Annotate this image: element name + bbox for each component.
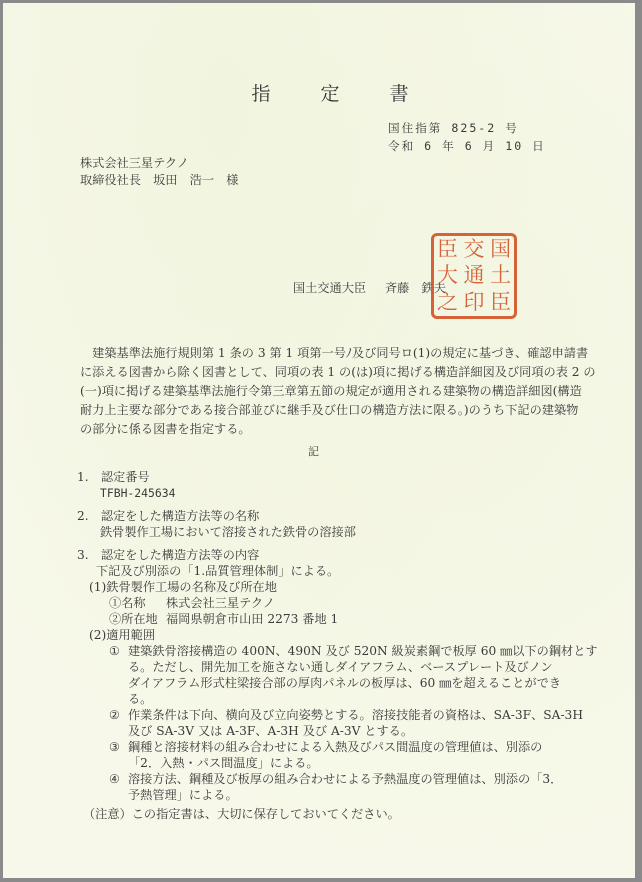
scope-line: 溶接方法、鋼種及び板厚の組み合わせによる予熱温度の管理値は、別添の「3． [128,772,563,786]
preamble-line: に添える図書から除く図書として、同項の表 1 の(は)項に掲げる構造詳細図及び同項の表 2 の [80,365,596,379]
factory-name-value: 株式会社三星テクノ [166,596,275,610]
seal-char: 土 [490,263,512,288]
seal-char: 臣 [436,236,458,261]
scope-line: る。ただし、開先加工を施さない通しダイアフラム、ベースプレート及びノン [128,660,553,674]
scope-line: ダイアフラム形式柱梁接合部の厚肉パネルの板厚は、60 ㎜を超えることができ [128,676,562,690]
scope-marker: ① [109,644,120,658]
scope-line: 鋼種と溶接材料の組み合わせによる入熱及びパス間温度の管理値は、別添の [128,740,543,754]
issuer-title: 国土交通大臣 [293,281,367,295]
item3-intro: 下記及び別添の「1.品質管理体制」による。 [96,564,340,578]
factory-address-value: 福岡県朝倉市山田 2273 番地 1 [166,612,339,626]
seal-char: 通 [463,263,485,288]
factory-name-label: ①名称 [109,596,146,610]
scope-heading: (2)適用範囲 [89,628,156,642]
scope-line: 「2．入熱・パス間温度」による。 [128,756,319,770]
document-page [3,3,635,878]
scope-line: 作業条件は下向、横向及び立向姿勢とする。溶接技能者の資格は、SA-3F、SA-3H [128,708,583,722]
seal-char: 大 [436,263,458,288]
scope-marker: ② [109,708,120,722]
certification-number: TFBH-245634 [100,486,176,500]
preamble-line: (一)項に掲げる建築基準法施行令第三章第五節の規定が適用される建築物の構造詳細図(構造 [80,384,582,398]
scope-line: る。 [128,692,153,706]
issuer-name: 斉藤 鉄夫 [385,281,446,295]
factory-heading: (1)鉄骨製作工場の名称及び所在地 [89,580,277,594]
item3-heading: 3. 認定をした構造方法等の内容 [77,548,260,562]
addressee-company: 株式会社三星テクノ [80,156,189,170]
item2-heading: 2. 認定をした構造方法等の名称 [77,509,260,523]
seal-char: 之 [436,290,458,315]
scope-marker: ④ [109,772,120,786]
document-title: 指 定 書 [251,83,431,105]
seal-char: 臣 [490,290,512,315]
addressee-person: 取締役社長 坂田 浩一 様 [80,173,239,187]
seal-char: 交 [463,236,485,261]
structure-method-name: 鉄骨製作工場において溶接された鉄骨の溶接部 [100,525,356,539]
scope-line: 建築鉄骨溶接構造の 400N、490N 及び 520N 級炭素鋼で板厚 60 ㎜以下の鋼材とす [128,644,598,658]
preamble-line: 建築基準法施行規則第 1 条の 3 第 1 項第一号ﾉ及び同号ロ(1)の規定に基づき、確認申請書 [80,346,589,360]
caution-note: （注意）この指定書は、大切に保存しておいてください。 [83,807,400,821]
item1-heading: 1. 認定番号 [77,470,150,484]
seal-char: 印 [463,290,485,315]
issue-date: 令和 6 年 6 月 10 日 [388,139,546,153]
seal-char: 国 [490,236,512,261]
reference-number: 国住指第 825-2 号 [388,121,519,135]
factory-address-label: ②所在地 [109,612,158,626]
official-seal-stamp [431,233,517,319]
ki-heading: 記 [308,445,319,458]
scope-marker: ③ [109,740,120,754]
preamble-line: 耐力上主要な部分である接合部並びに継手及び仕口の構造方法に限る。)のうち下記の建築物 [80,403,579,417]
preamble-line: の部分に係る図書を指定する。 [80,422,251,436]
scope-line: 及び SA-3V 又は A-3F、A-3H 及び A-3V とする。 [128,724,414,738]
scope-line: 予熱管理」による。 [128,788,238,802]
